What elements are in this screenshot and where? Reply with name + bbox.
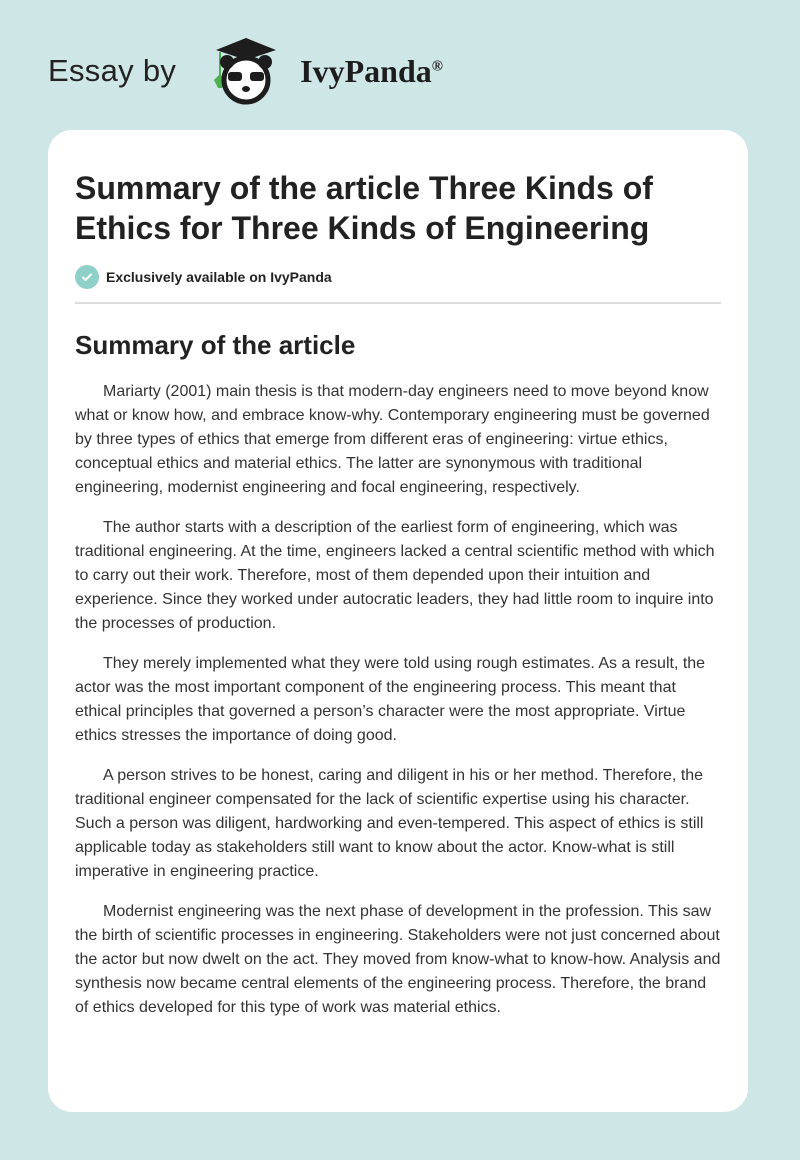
site-header	[48, 36, 443, 106]
badge-text: Exclusively available on IvyPanda	[106, 269, 332, 285]
article-card	[48, 130, 748, 1112]
paragraph: Mariarty (2001) main thesis is that modern-day engineers need to move beyond know what or know how, and embrace know-why. Contemporary engineering must be governed by three types of ethics that emerge from different eras of engineering: virtue ethics, conceptual ethics and material ethics. The latter are synonymous with traditional engineering, modernist engineering and focal engineering, respectively.	[75, 383, 710, 496]
paragraph: Modernist engineering was the next phase of development in the profession. This saw the birth of scientific processes in engineering. Stakeholders were not just concerned about the actor but now dwelt on the act. They moved from know-what to know-how. Analysis and synthesis now became central elements of the engineering process. Therefore, the brand of ethics developed for this type of work was material ethics.	[75, 903, 721, 1016]
divider	[75, 302, 721, 304]
paragraph: A person strives to be honest, caring and diligent in his or her method. Therefore, the traditional engineer compensated for the lack of scientific expertise using his character. Such a person was diligent, hardworking and even-tempered. This aspect of ethics is still applicable today as stakeholders still want to know about the actor. Know-what is still imperative in engineering practice.	[75, 767, 704, 880]
section-heading: Summary of the article	[75, 330, 356, 360]
article-title: Summary of the article Three Kinds of Ethics for Three Kinds of Engineering	[75, 170, 653, 246]
brand-name[interactable]	[300, 53, 443, 90]
paragraph: They merely implemented what they were told using rough estimates. As a result, the actor was the most important component of the engineering process. This meant that ethical principles that governed a person’s character were the most appropriate. Virtue ethics stresses the importance of doing good.	[75, 655, 706, 744]
registered-mark: ®	[431, 57, 443, 74]
ivypanda-logo-icon[interactable]	[194, 36, 290, 106]
exclusive-badge	[75, 264, 721, 290]
check-icon	[75, 265, 99, 289]
paragraph: The author starts with a description of the earliest form of engineering, which was traditional engineering. At the time, engineers lacked a central scientific method with which to carry out their work. Therefore, most of them depended upon their intuition and experience. Since they worked under autocratic leaders, they had little room to inquire into the processes of production.	[75, 519, 715, 632]
essay-by-label: Essay by	[48, 53, 177, 88]
brand-text: IvyPanda	[300, 52, 432, 89]
